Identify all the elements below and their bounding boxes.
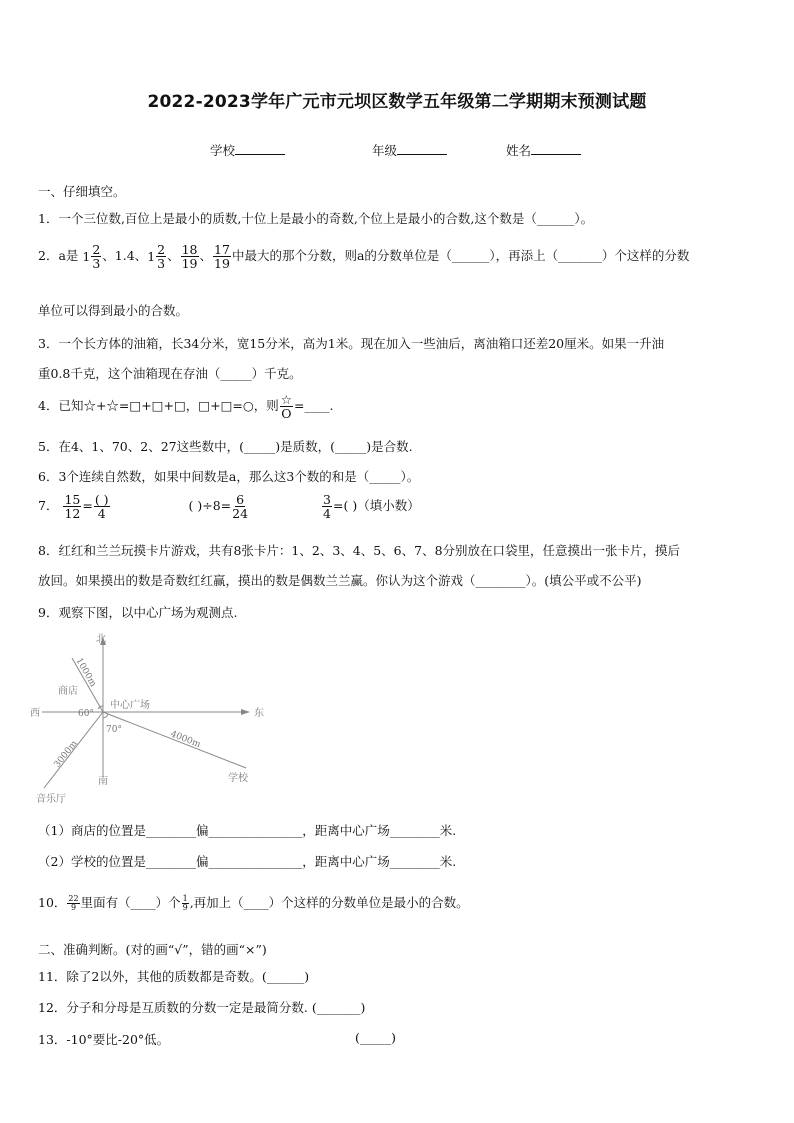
q7-eq1: = — [82, 498, 93, 514]
q7-frac-c — [232, 493, 248, 520]
page-title: 2022-2023学年广元市元坝区数学五年级第二学期期末预测试题 — [147, 92, 647, 112]
q7-frac-d — [322, 493, 332, 520]
question-3-line-1: 3．一个长方体的油箱，长34分米，宽15分米，高为1米。现在加入一些油后，离油箱口还差20厘米。如果一升油 — [38, 336, 665, 351]
question-5: 5．在4、1、70、2、27这些数中，(_____)是质数，(_____)是合数. — [38, 439, 413, 454]
q7-mid: ( )÷8= — [188, 498, 232, 514]
q2-prefix: 2．a是 — [38, 248, 79, 264]
name-label: 姓名 — [506, 143, 532, 158]
angle-70-label: 70° — [106, 725, 122, 735]
q2-f1-den: 3 — [92, 256, 101, 272]
question-9-1: （1）商店的位置是________偏_______________，距离中心广场________米. — [38, 823, 457, 838]
school-field — [210, 141, 285, 159]
q4-num: ☆ — [280, 392, 292, 407]
q2-f1-num: 2 — [92, 242, 101, 257]
q4-fraction — [280, 393, 293, 420]
question-2-line-2: 单位可以得到最小的合数。 — [38, 303, 189, 318]
angle-60-label: 60° — [78, 709, 94, 719]
question-3-line-2: 重0.8千克，这个油箱现在存油（_____）千克。 — [38, 366, 302, 381]
distance-4000-label: 4000m — [168, 729, 202, 751]
question-7 — [38, 493, 420, 520]
q2-mixed-fraction-2 — [147, 243, 167, 270]
center-label: 中心广场 — [110, 700, 150, 711]
distance-1000-label: 1000m — [73, 656, 98, 689]
east-arrow-icon — [241, 709, 250, 715]
q7-c-num: 6 — [236, 492, 245, 507]
q7-b-den: 4 — [97, 506, 106, 522]
q10-prefix: 10． — [38, 895, 67, 910]
q2-f4-num: 17 — [214, 242, 230, 257]
grade-field — [372, 141, 447, 159]
q7-tail: =( )（填小数） — [333, 498, 420, 514]
question-9: 9．观察下图，以中心广场为观测点. — [38, 605, 238, 620]
q7-frac-a — [63, 493, 81, 520]
east-label: 东 — [254, 708, 264, 719]
q7-a-num: 15 — [64, 492, 81, 507]
q2-f1-whole: 1 — [82, 249, 91, 265]
q2-f2-frac — [156, 243, 166, 270]
q2-suffix: 中最大的那个分数，则a的分数单位是（______），再添上（_______）个这样的分数 — [231, 248, 690, 264]
q7-d-num: 3 — [323, 492, 331, 507]
direction-diagram — [28, 632, 288, 812]
name-field — [506, 141, 581, 159]
q10-mid: 里面有（____）个 — [80, 895, 181, 910]
q10-f1-num: 22 — [68, 893, 79, 903]
hall-label: 音乐厅 — [36, 794, 66, 805]
q2-f2-den: 3 — [157, 256, 166, 272]
question-10 — [38, 893, 469, 912]
question-8-line-1: 8．红红和兰兰玩摸卡片游戏，共有8张卡片：1、2、3、4、5、6、7、8分别放在口袋里，任意摸出一张卡片，摸后 — [38, 543, 681, 558]
q7-label: 7． — [38, 498, 59, 514]
q7-d-den: 4 — [323, 506, 331, 522]
angle-arc-70 — [103, 714, 108, 718]
grade-blank[interactable] — [397, 142, 447, 155]
school-label: 学校 — [210, 143, 236, 158]
q2-f3-frac — [181, 243, 199, 270]
q10-f2-num: 1 — [182, 893, 188, 903]
question-1: 1．一个三位数,百位上是最小的质数,十位上是最小的奇数,个位上是最小的合数,这个数是（______）。 — [38, 211, 594, 226]
question-12: 12．分子和分母是互质数的分数一定是最简分数. (_______) — [38, 1000, 366, 1015]
q7-c-den: 24 — [232, 506, 249, 522]
shop-label: 商店 — [58, 686, 78, 697]
grade-label: 年级 — [372, 143, 398, 158]
school-label: 学校 — [228, 773, 248, 784]
q7-a-den: 12 — [64, 506, 81, 522]
name-blank[interactable] — [531, 142, 581, 155]
q10-f1-den: 9 — [70, 903, 77, 912]
q4-den: O — [281, 406, 292, 422]
q2-sep2: 、 — [167, 248, 180, 264]
q2-f3-num: 18 — [181, 242, 198, 257]
q2-mixed-fraction-1 — [82, 243, 102, 270]
q4-prefix: 4．已知☆+☆=□+□+□，□+□=○，则 — [38, 398, 279, 414]
south-label: 南 — [98, 776, 108, 787]
west-label: 西 — [30, 708, 40, 719]
question-9-2: （2）学校的位置是________偏_______________，距离中心广场________米. — [38, 854, 457, 869]
section-heading-2: 二、准确判断。(对的画“√”，错的画“×”) — [38, 942, 267, 957]
distance-3000-label: 3000m — [52, 738, 80, 770]
question-8-line-2: 放回。如果摸出的数是奇数红红赢，摸出的数是偶数兰兰赢。你认为这个游戏（________）。(填公平或不公平) — [38, 573, 642, 588]
q2-f1-frac — [91, 243, 101, 270]
q2-f4-frac — [213, 243, 231, 270]
q2-f4-den: 19 — [214, 256, 230, 272]
question-6: 6．3个连续自然数，如果中间数是a，那么这3个数的和是（_____）。 — [38, 469, 420, 484]
q7-frac-b — [94, 493, 110, 520]
q4-suffix: =____. — [293, 398, 334, 414]
q2-f2-whole: 1 — [147, 249, 156, 265]
q2-f3-den: 19 — [181, 256, 198, 272]
school-blank[interactable] — [235, 142, 285, 155]
q7-b-num: ( ) — [94, 492, 109, 507]
q2-f2-num: 2 — [157, 242, 166, 257]
question-2 — [38, 243, 689, 270]
question-4 — [38, 393, 333, 420]
q2-sep1: 、1.4、 — [102, 248, 148, 264]
question-11: 11．除了2以外，其他的质数都是奇数。(______) — [38, 969, 310, 984]
q2-sep3: 、 — [199, 248, 213, 264]
q10-frac-2 — [182, 895, 189, 913]
q10-frac-1 — [67, 895, 79, 913]
q10-f2-den: 9 — [182, 903, 188, 912]
question-13: 13．-10°要比-20°低。 — [38, 1032, 170, 1047]
q10-suffix: ,再加上（____）个这样的分数单位是最小的合数。 — [189, 895, 469, 910]
question-13-blank: (_____) — [355, 1030, 397, 1045]
section-heading-1: 一、仔细填空。 — [38, 184, 126, 199]
north-label: 北 — [96, 634, 106, 645]
